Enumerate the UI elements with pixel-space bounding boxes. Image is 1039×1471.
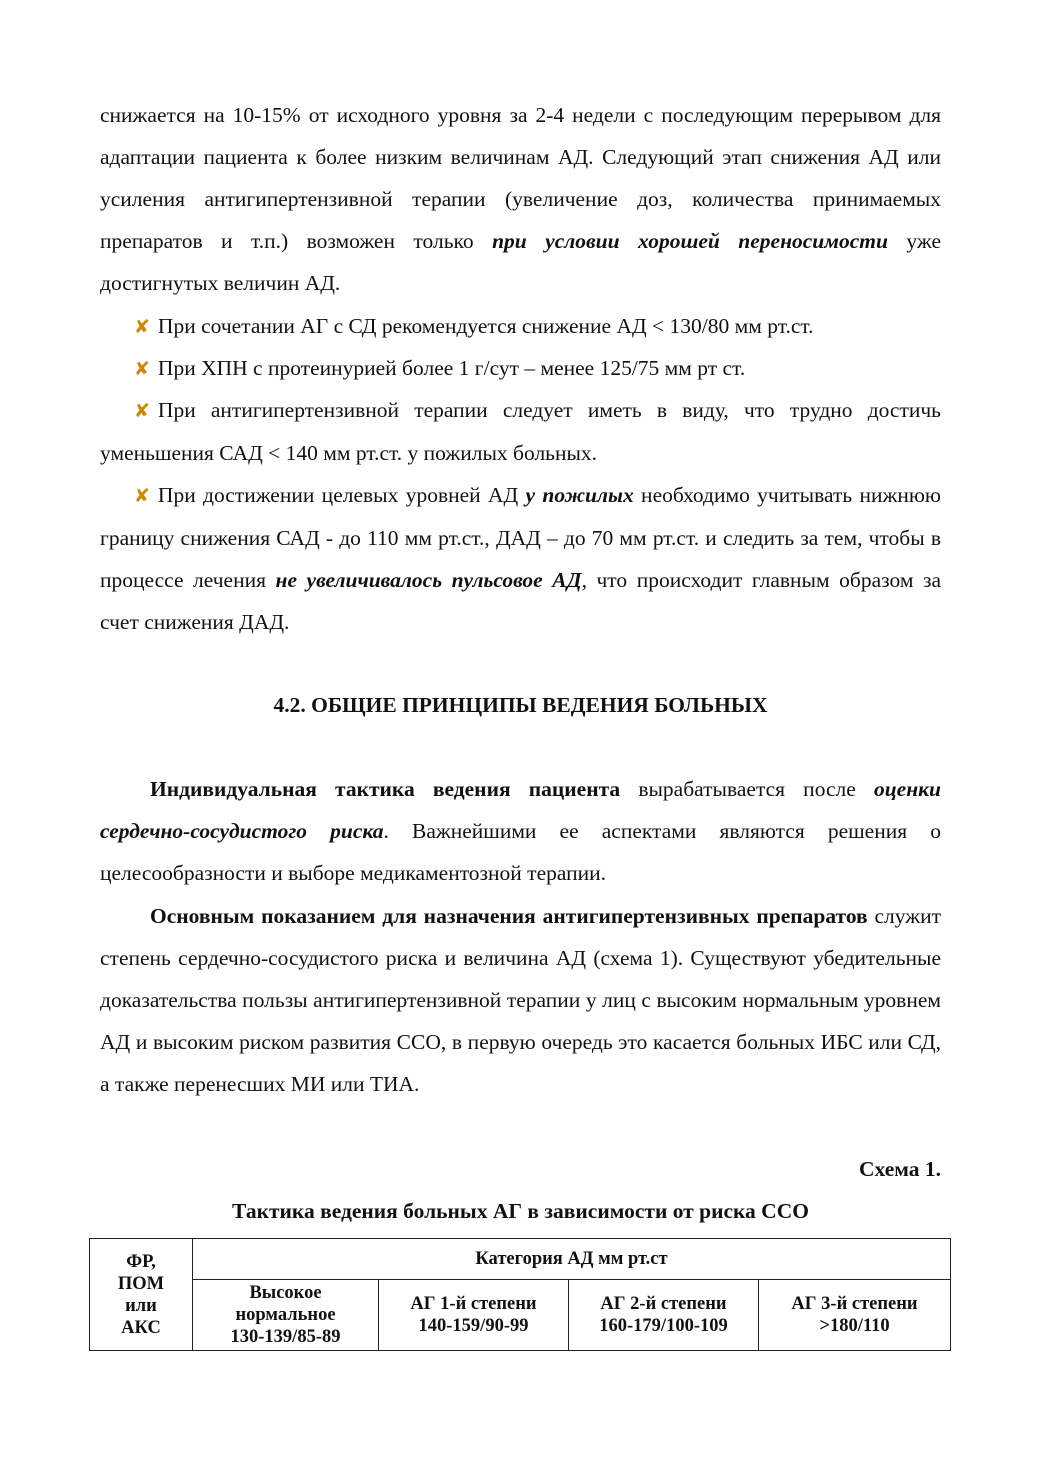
text: уже достигнутых величин АД. (100, 229, 941, 295)
bullet-item (100, 347, 941, 390)
table-title: Тактика ведения больных АГ в зависимости от риска ССО (232, 1199, 809, 1223)
table-row (90, 1280, 951, 1351)
scheme-label: Схема 1. (858, 1157, 941, 1181)
text: 130-139/85-89 (230, 1327, 341, 1347)
text: АГ 3-й степени (791, 1294, 918, 1314)
text: АГ 2-й степени (600, 1294, 727, 1314)
table-column-header (759, 1280, 951, 1351)
text: >180/110 (819, 1316, 890, 1336)
table-group-header: Категория АД мм рт.ст (193, 1239, 951, 1280)
paragraph-indications (100, 895, 941, 1105)
text: . Важнейшими ее аспектами являются решения о целесообразности и выборе медикаментозной терапии. (100, 819, 941, 885)
text: снижается на 10-15% от исходного уровня за 2-4 недели с последующим перерывом для адаптации пациента к более низким величинам АД. Следующий этап снижения АД или усиления антигипертензивной терапии (увеличение доз, количества принимаемых препаратов и т.п.) возможен только (100, 103, 941, 253)
bullet-item (100, 305, 941, 348)
text: АГ 1-й степени (410, 1294, 537, 1314)
table-column-header (193, 1280, 379, 1351)
text: нормальное (235, 1305, 336, 1325)
text: Высокое (249, 1283, 322, 1303)
table-column-header (569, 1280, 759, 1351)
emphasis-text: оценки сердечно-сосудистого риска (100, 777, 941, 843)
text: , что происходит главным образом за счет снижения ДАД. (100, 568, 942, 634)
bullet-item (100, 474, 941, 643)
text: ФР, ПОМ или АКС (117, 1251, 165, 1338)
text: служит степень сердечно-сосудистого риска и величина АД (схема 1). Существуют убедительные доказательства пользы антигипертензивной терапии у лиц с высоким нормальным уровнем АД и высоким риском развития ССО, в первую очередь это касается больных ИБС или СД, а также перенесших МИ или ТИА. (100, 904, 941, 1096)
text: 160-179/100-109 (599, 1316, 728, 1336)
table-corner-header (90, 1239, 193, 1351)
emphasis-text: у пожилых (525, 483, 634, 507)
text: 140-159/90-99 (418, 1316, 529, 1336)
cross-mark-icon: ✘ (134, 358, 150, 380)
emphasis-text: при условии хорошей переносимости (492, 229, 888, 253)
text: При антигипертензивной терапии следует иметь в виду, что трудно достичь уменьшения САД < 140 мм рт.ст. у пожилых больных. (100, 398, 941, 465)
bullet-item (100, 389, 941, 474)
table-row (90, 1239, 951, 1280)
bold-text: Основным показанием для назначения антигипертензивных препаратов (150, 904, 868, 928)
text: При сочетании АГ с СД рекомендуется снижение АД < 130/80 мм рт.ст. (157, 314, 814, 338)
emphasis-text: не увеличивалось пульсовое АД (275, 568, 582, 592)
bold-text: Индивидуальная тактика ведения пациента (150, 777, 621, 801)
text: вырабатывается после (620, 777, 874, 801)
risk-tactics-table (89, 1238, 951, 1351)
table-column-header (379, 1280, 569, 1351)
cross-mark-icon: ✘ (134, 485, 150, 507)
text: необходимо учитывать нижнюю границу снижения САД - до 110 мм рт.ст., ДАД – до 70 мм рт.ст. и следить за тем, чтобы в процессе лечения (100, 483, 941, 592)
paragraph-intro (100, 94, 941, 304)
cross-mark-icon: ✘ (134, 316, 150, 338)
paragraph-tactics (100, 768, 941, 894)
text: При достижении целевых уровней АД (157, 483, 526, 507)
cross-mark-icon: ✘ (134, 400, 150, 422)
text: При ХПН с протеинурией более 1 г/сут – менее 125/75 мм рт ст. (157, 356, 746, 380)
section-heading: 4.2. ОБЩИЕ ПРИНЦИПЫ ВЕДЕНИЯ БОЛЬНЫХ (273, 693, 768, 717)
